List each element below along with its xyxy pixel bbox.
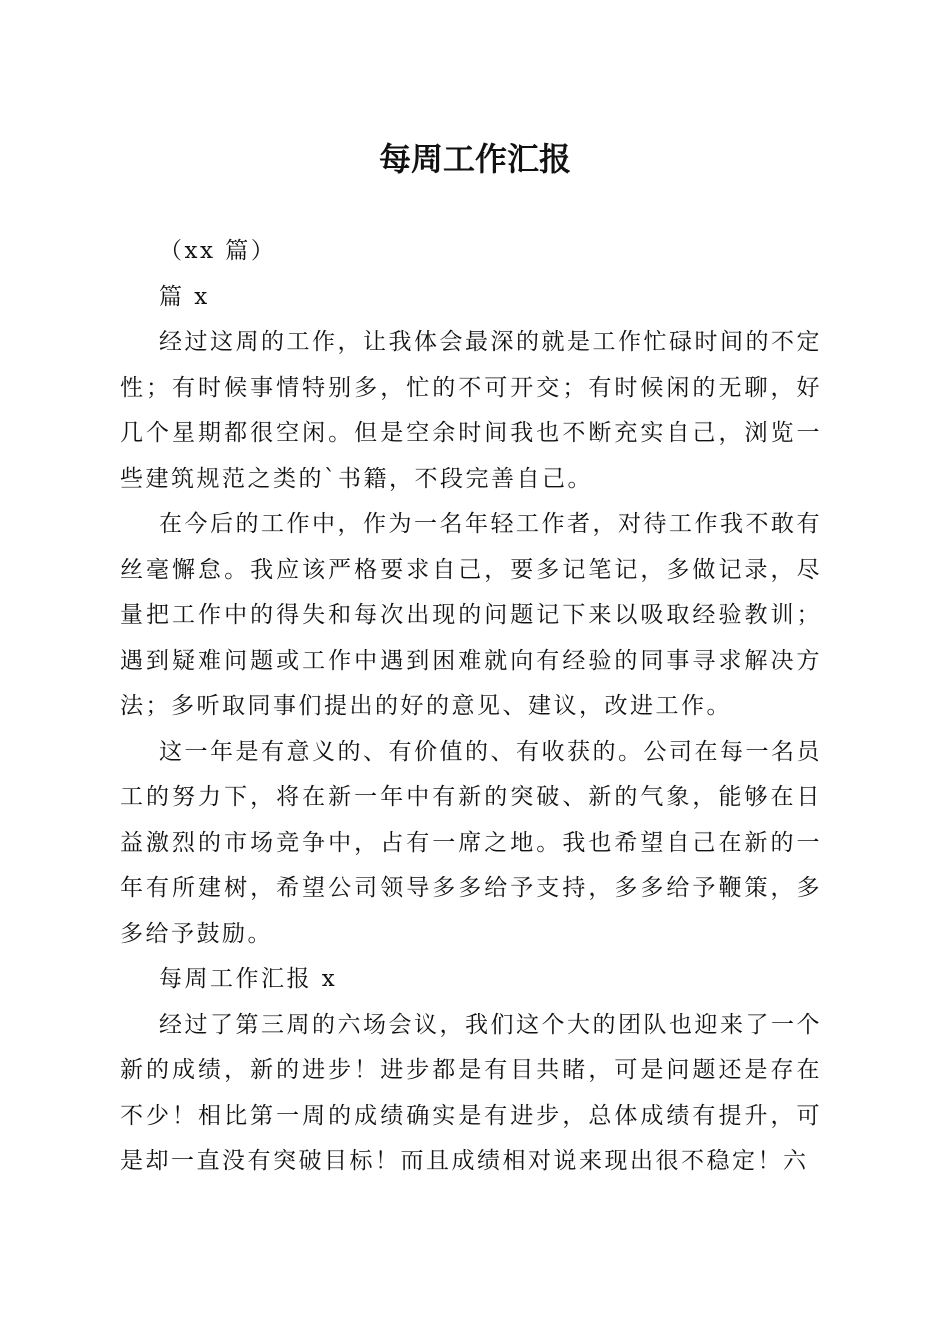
paragraph-section-label: 篇 x	[159, 283, 210, 310]
document-title: 每周工作汇报	[378, 140, 571, 178]
document-body	[120, 229, 822, 1185]
paragraph-subtitle: （xx 篇）	[159, 238, 277, 264]
paragraph: 经过这周的工作，让我体会最深的就是工作忙碌时间的不定性；有时候事情特别多，忙的不可开交；有时候闲的无聊，好几个星期都很空闲。但是空余时间我也不断充实自己，浏览一些建筑规范之类的`书籍，不段完善自己。	[120, 329, 822, 492]
paragraph: 经过了第三周的六场会议，我们这个大的团队也迎来了一个新的成绩，新的进步！进步都是有目共睹，可是问题还是存在不少！相比第一周的成绩确实是有进步，总体成绩有提升，可是却一直没有突破目标！而且成绩相对说来现出很不稳定！六	[120, 1011, 822, 1174]
paragraph: 这一年是有意义的、有价值的、有收获的。公司在每一名员工的努力下，将在新一年中有新的突破、新的气象，能够在日益激烈的市场竞争中，占有一席之地。我也希望自己在新的一年有所建树，希望公司领导多多给予支持，多多给予鞭策，多多给予鼓励。	[120, 738, 822, 947]
paragraph-section-heading: 每周工作汇报 x	[159, 966, 338, 992]
paragraph: 在今后的工作中，作为一名年轻工作者，对待工作我不敢有丝毫懈怠。我应该严格要求自己，要多记笔记，多做记录，尽量把工作中的得失和每次出现的问题记下来以吸取经验教训；遇到疑难问题或工作中遇到困难就向有经验的同事寻求解决方法；多听取同事们提出的好的意见、建议，改进工作。	[120, 511, 822, 719]
